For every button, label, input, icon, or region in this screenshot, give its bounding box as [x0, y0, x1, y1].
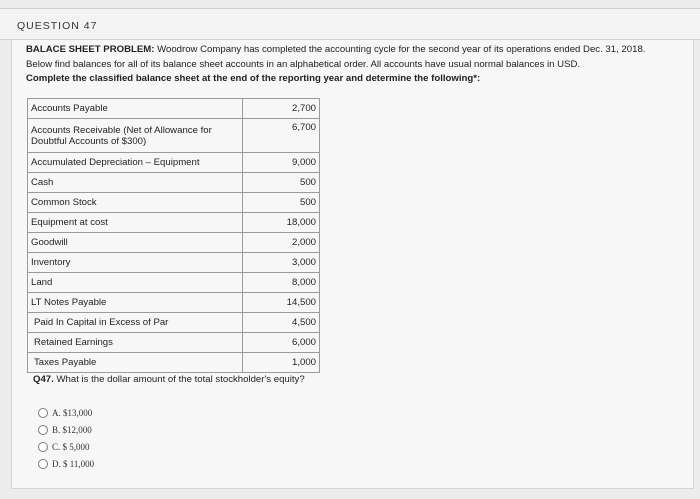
- intro-line-2: Below find balances for all of its balance sheet accounts in an alphabetical order. All accounts have usual normal balances in USD.: [26, 58, 581, 70]
- table-row: [28, 153, 320, 173]
- problem-intro: [26, 43, 686, 87]
- account-amount: 9,000: [243, 153, 320, 173]
- radio-button[interactable]: [38, 442, 48, 452]
- question-header: [0, 9, 700, 40]
- account-name: Equipment at cost: [28, 213, 243, 233]
- question-prompt: [33, 374, 305, 385]
- account-amount: 6,700: [243, 119, 320, 153]
- table-row: [28, 313, 320, 333]
- table-row: [28, 173, 320, 193]
- question-label: Q47.: [33, 374, 54, 385]
- option-c[interactable]: [38, 439, 94, 455]
- account-name: Cash: [28, 173, 243, 193]
- account-name: LT Notes Payable: [28, 293, 243, 313]
- option-label[interactable]: B. $12,000: [52, 425, 92, 435]
- account-name: [28, 119, 243, 153]
- table-row: [28, 99, 320, 119]
- option-a[interactable]: [38, 405, 94, 421]
- radio-button[interactable]: [38, 459, 48, 469]
- account-name-line-1: Accounts Receivable (Net of Allowance for: [31, 124, 212, 136]
- account-name: Accounts Payable: [28, 99, 243, 119]
- intro-line-1: Woodrow Company has completed the accounting cycle for the second year of its operations ended Dec. 31, 2018.: [154, 44, 646, 55]
- account-name: Retained Earnings: [28, 333, 243, 353]
- account-name: Accumulated Depreciation – Equipment: [28, 153, 243, 173]
- question-content: [11, 40, 694, 489]
- account-name: Taxes Payable: [28, 353, 243, 373]
- table-row: [28, 273, 320, 293]
- problem-title: BALACE SHEET PROBLEM:: [26, 44, 155, 55]
- question-text: What is the dollar amount of the total stockholder's equity?: [53, 374, 305, 385]
- account-amount: 8,000: [243, 273, 320, 293]
- account-name: Common Stock: [28, 193, 243, 213]
- table-row: [28, 213, 320, 233]
- table-row: [28, 253, 320, 273]
- radio-button[interactable]: [38, 408, 48, 418]
- table-row: [28, 233, 320, 253]
- account-name: Goodwill: [28, 233, 243, 253]
- table-row: [28, 293, 320, 313]
- table-row: [28, 193, 320, 213]
- table-row: [28, 333, 320, 353]
- account-amount: 14,500: [243, 293, 320, 313]
- account-amount: 3,000: [243, 253, 320, 273]
- radio-button[interactable]: [38, 425, 48, 435]
- option-b[interactable]: [38, 422, 94, 438]
- option-label[interactable]: A. $13,000: [52, 408, 93, 418]
- balance-table: [27, 98, 320, 373]
- account-name-line-2: Doubtful Accounts of $300): [31, 135, 147, 147]
- account-amount: 1,000: [243, 353, 320, 373]
- account-amount: 2,700: [243, 99, 320, 119]
- account-amount: 500: [243, 173, 320, 193]
- account-amount: 18,000: [243, 213, 320, 233]
- table-row: [28, 119, 320, 153]
- account-amount: 500: [243, 193, 320, 213]
- option-label[interactable]: D. $ 11,000: [52, 459, 95, 469]
- option-label[interactable]: C. $ 5,000: [52, 442, 90, 452]
- account-amount: 4,500: [243, 313, 320, 333]
- account-amount: 2,000: [243, 233, 320, 253]
- account-amount: 6,000: [243, 333, 320, 353]
- account-name: Inventory: [28, 253, 243, 273]
- instruction-text: Complete the classified balance sheet at the end of the reporting year and determine the following*:: [26, 73, 481, 84]
- account-name: Land: [28, 273, 243, 293]
- table-row: [28, 353, 320, 373]
- answer-options: [38, 405, 94, 473]
- option-d[interactable]: [38, 456, 94, 472]
- account-name: Paid In Capital in Excess of Par: [28, 313, 243, 333]
- question-number: QUESTION 47: [17, 20, 98, 32]
